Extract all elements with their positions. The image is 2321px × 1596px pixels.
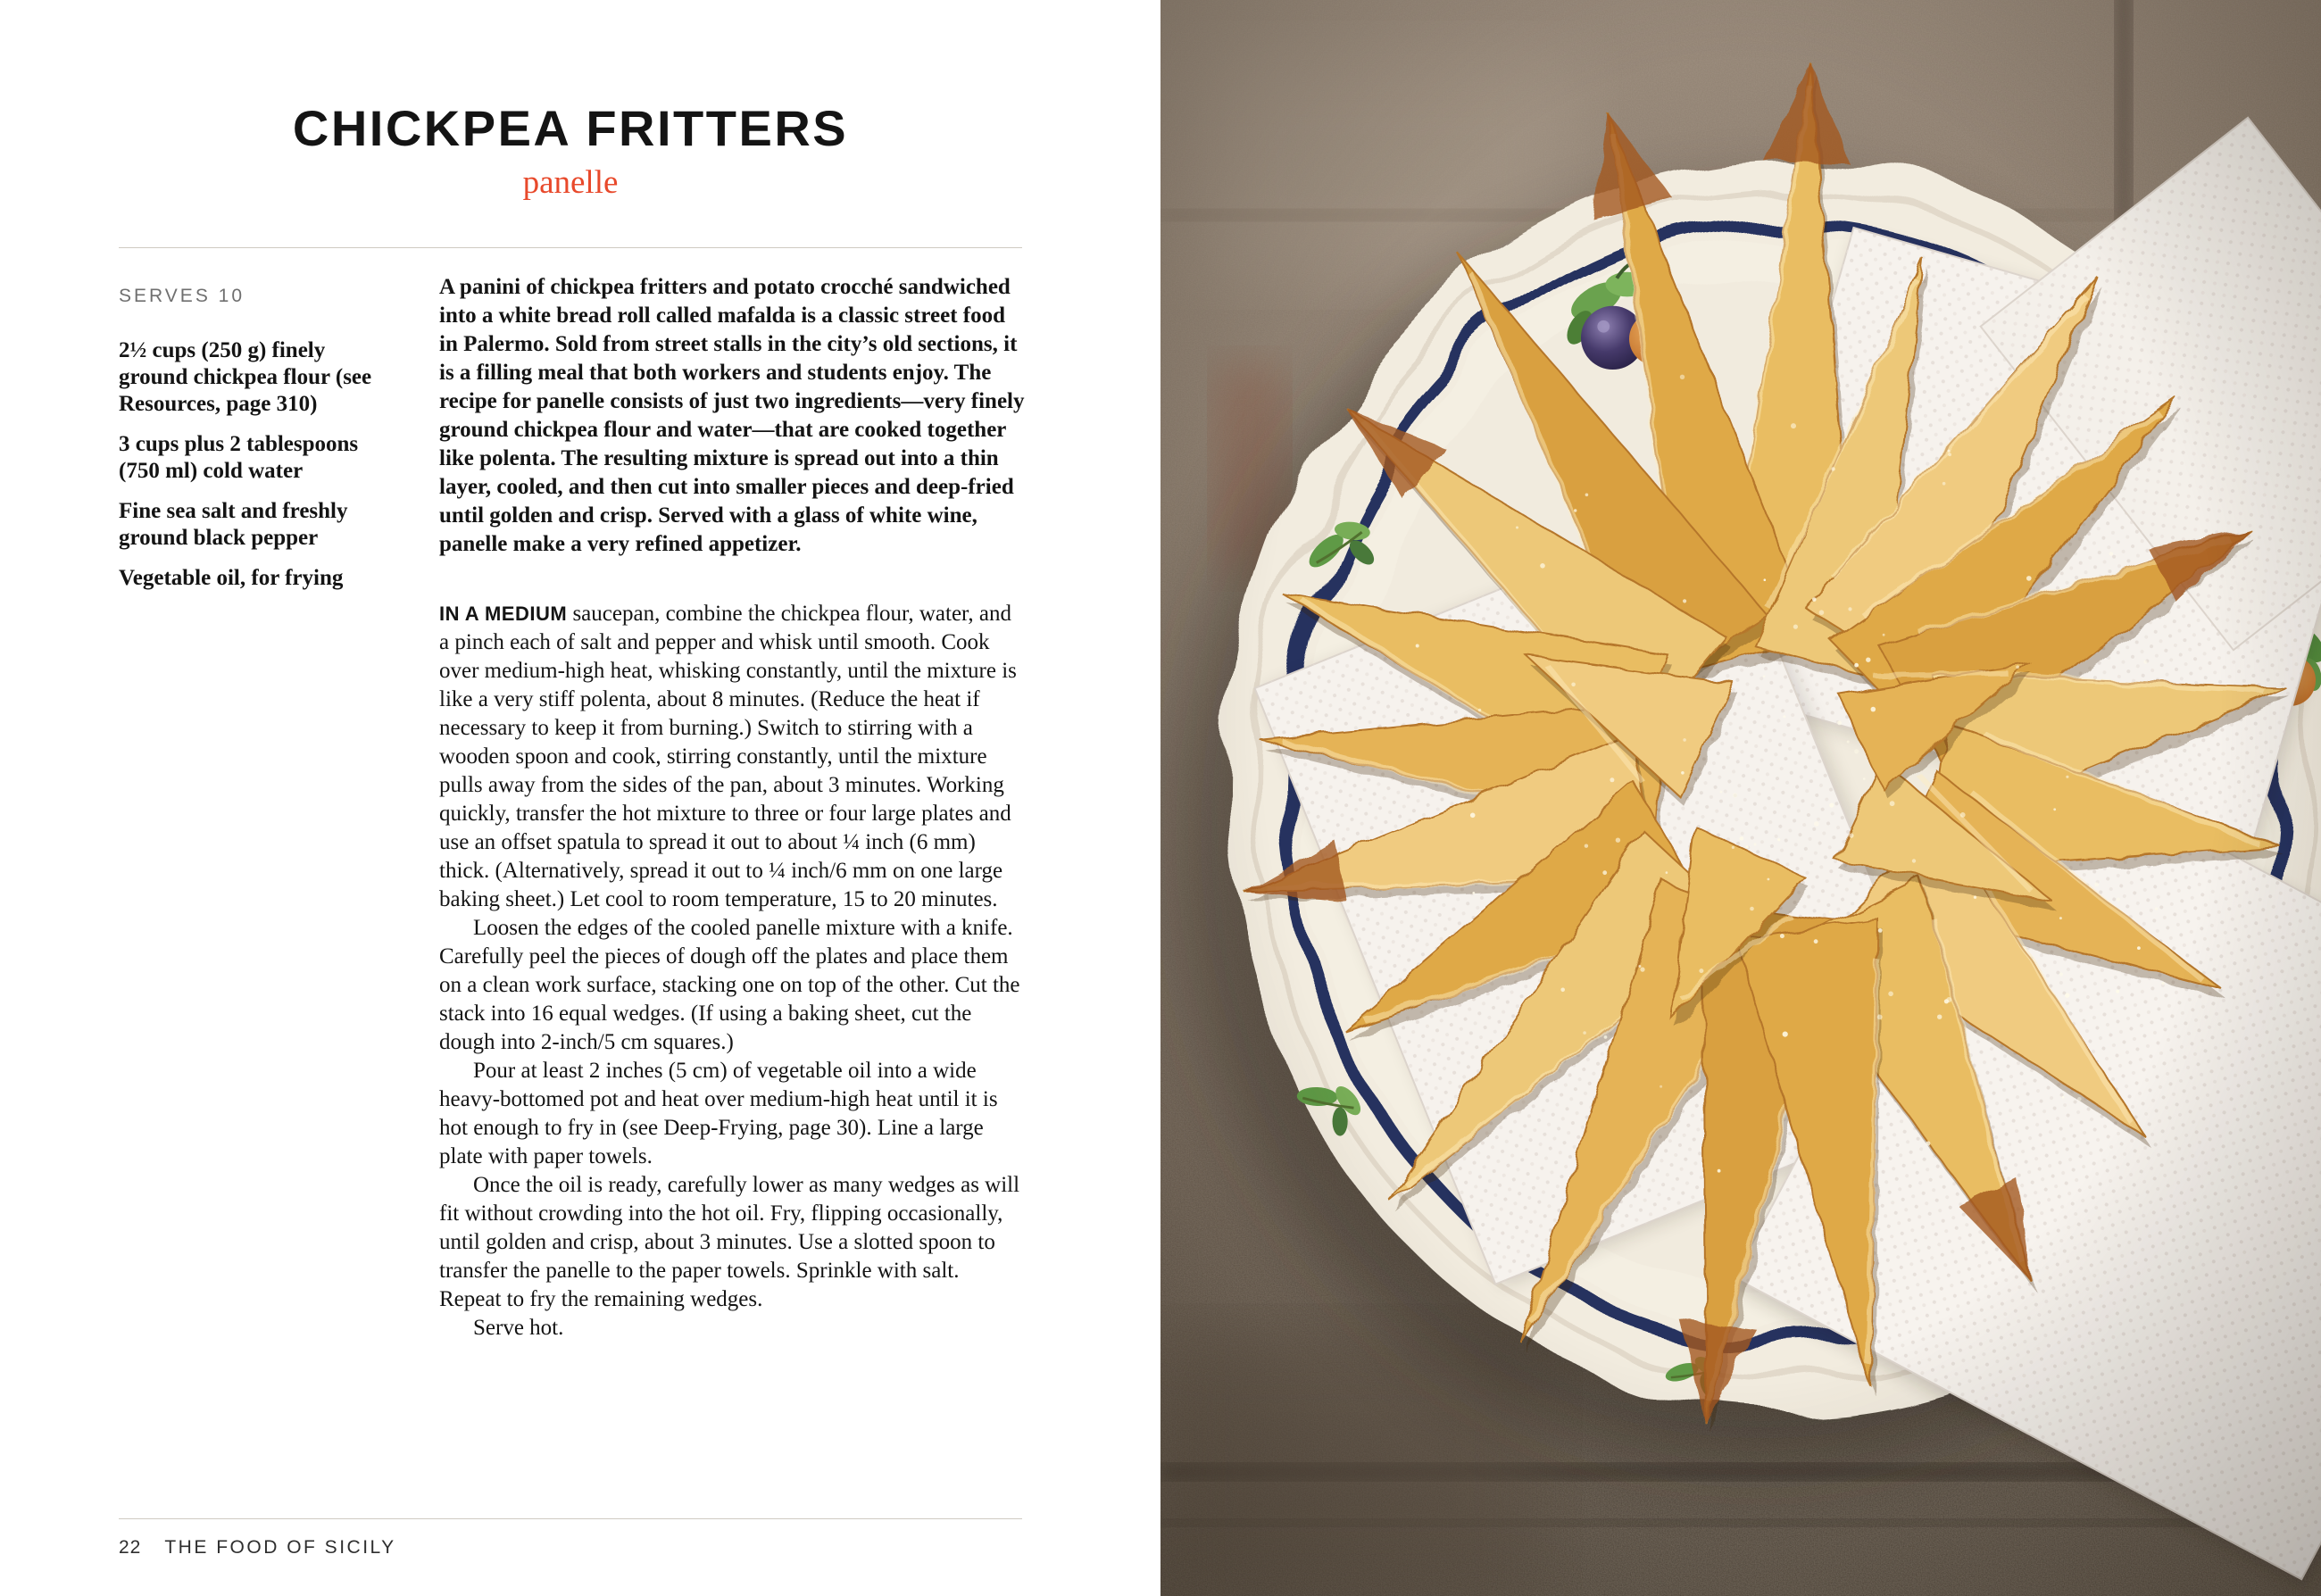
photo-page	[1160, 0, 2321, 1596]
footer-divider	[119, 1518, 1022, 1519]
method-step	[439, 600, 1025, 914]
method-step: Pour at least 2 inches (5 cm) of vegetable oil into a wide heavy-bottomed pot and heat over medium-high heat until it is hot enough to fry in (see Deep-Frying, page 30). Line a large plate with paper towels.	[439, 1059, 998, 1168]
page-footer	[119, 1537, 396, 1559]
ingredient-item: Fine sea salt and freshly ground black pepper	[119, 499, 348, 550]
recipe-header	[119, 100, 1022, 201]
method-step-text: saucepan, combine the chickpea flour, water, and a pinch each of salt and pepper and whisk until smooth. Cook over medium-high heat, whisking constantly, until the mixture is like a very stiff polenta, about 8 minutes. (Reduce the heat if necessary to keep it from burning.) Switch to stirring with a wooden spoon and cook, stirring constantly, until the mixture pulls away from the sides of the pan, about 3 minutes. Working quickly, transfer the hot mixture to three or four large plates and use an offset spatula to spread it out to about ¼ inch (6 mm) thick. (Alternatively, spread it out to ¼ inch/6 mm on one large baking sheet.) Let cool to room temperature, 15 to 20 minutes.	[439, 602, 1017, 911]
header-divider	[119, 247, 1022, 248]
ingredients-list	[119, 337, 394, 605]
book-title: THE FOOD OF SICILY	[164, 1537, 396, 1558]
recipe-page	[0, 0, 1160, 1596]
method-step: Serve hot.	[473, 1316, 564, 1340]
method-lead-in: IN A MEDIUM	[439, 603, 568, 625]
serves-label: SERVES 10	[119, 286, 245, 306]
recipe-title: CHICKPEA FRITTERS	[292, 100, 849, 156]
method-step: Once the oil is ready, carefully lower as many wedges as will fit without crowding into the hot oil. Fry, flipping occasionally, until golden and crisp, about 3 minutes. Use a slotted spoon to transfer the panelle to the paper towels. Sprinkle with salt. Repeat to fry the remaining wedges.	[439, 1173, 1020, 1311]
ingredient-item: 3 cups plus 2 tablespoons (750 ml) cold water	[119, 432, 359, 483]
photo-vignette	[1160, 0, 2321, 1596]
method-step: Loosen the edges of the cooled panelle mixture with a knife. Carefully peel the pieces of dough off the plates and place them on a clean work surface, stacking one on top of the other. Cut the stack into 16 equal wedges. (If using a baking sheet, cut the dough into 2-inch/5 cm squares.)	[439, 916, 1020, 1054]
recipe-subtitle: panelle	[522, 164, 619, 201]
panelle-photo-svg	[1160, 0, 2321, 1596]
recipe-intro: A panini of chickpea fritters and potato crocché sandwiched into a white bread roll called mafalda is a classic street food in Palermo. Sold from street stalls in the city’s old sections, it is a filling meal that both workers and students enjoy. The recipe for panelle consists of just two ingredients—very finely ground chickpea flour and water—that are cooked together like polenta. The resulting mixture is spread out into a thin layer, cooled, and then cut into smaller pieces and deep-fried until golden and crisp. Served with a glass of white wine, panelle make a very refined appetizer.	[439, 275, 1025, 556]
ingredient-item: 2½ cups (250 g) finely ground chickpea flour (see Resources, page 310)	[119, 338, 372, 416]
ingredient-item: Vegetable oil, for frying	[119, 566, 344, 590]
method-column	[439, 273, 1025, 1342]
page-number: 22	[119, 1537, 142, 1558]
panelle-photo	[1160, 0, 2321, 1596]
